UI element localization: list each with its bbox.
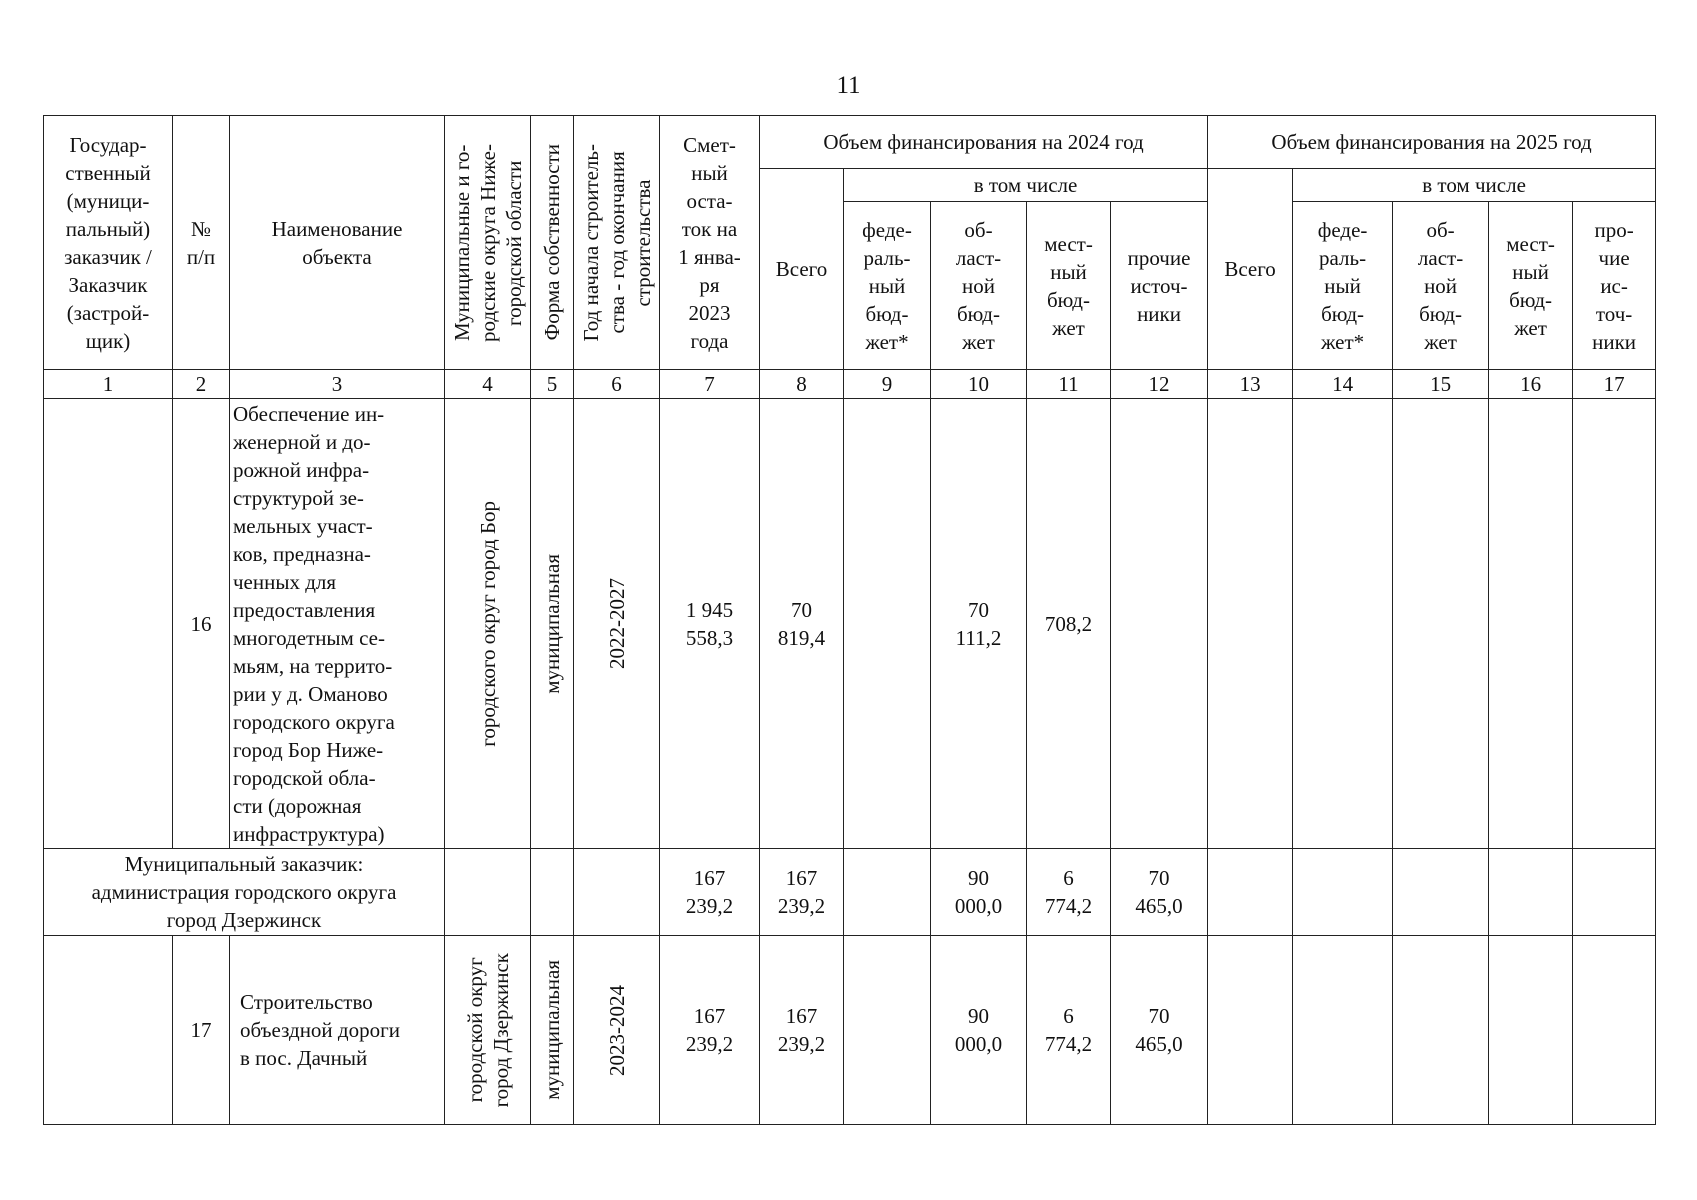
header-years: Год начала строитель- ства - год окончания строительства xyxy=(578,143,655,342)
header-object-name: Наименование объекта xyxy=(230,116,445,370)
local-2024: 708,2 xyxy=(1027,399,1111,849)
customer-label: Муниципальный заказчик: администрация городского округа город Дзержинск xyxy=(44,849,445,936)
header-including-2025: в том числе xyxy=(1293,169,1656,202)
customer-cell xyxy=(44,399,173,849)
total-2024: 70 819,4 xyxy=(760,399,844,849)
regional-2024: 90 000,0 xyxy=(931,936,1027,1125)
header-municipality: Муниципальные и го- родские округа Ниже- городской области xyxy=(449,143,526,342)
federal-2025 xyxy=(1293,936,1393,1125)
column-number: 3 xyxy=(230,370,445,399)
header-federal-2024: феде- раль- ный бюд- жет* xyxy=(844,202,931,370)
municipality: городской округ город Дзержинск xyxy=(462,952,513,1108)
ownership-cell xyxy=(531,399,574,849)
construction-years: 2022-2027 xyxy=(604,578,629,669)
federal-2025 xyxy=(1293,399,1393,849)
local-2025 xyxy=(1489,936,1573,1125)
header-total-2024: Всего xyxy=(760,169,844,370)
other-2024 xyxy=(1111,399,1208,849)
estimate-balance: 167 239,2 xyxy=(660,936,760,1125)
federal-2024 xyxy=(844,936,931,1125)
years-cell xyxy=(574,399,660,849)
other-2024: 70 465,0 xyxy=(1111,849,1208,936)
municipality: городского округ город Бор xyxy=(475,500,500,747)
federal-2024 xyxy=(844,849,931,936)
header-local-2024: мест- ный бюд- жет xyxy=(1027,202,1111,370)
ownership: муниципальная xyxy=(540,553,564,694)
total-2024: 167 239,2 xyxy=(760,936,844,1125)
header-number: № п/п xyxy=(173,116,230,370)
header-regional-2024: об- ласт- ной бюд- жет xyxy=(931,202,1027,370)
table-row-item-16 xyxy=(44,399,1656,849)
ownership: муниципальная xyxy=(540,960,564,1100)
item-number: 17 xyxy=(173,936,230,1125)
column-number: 7 xyxy=(660,370,760,399)
column-number: 17 xyxy=(1573,370,1656,399)
financing-table xyxy=(43,115,1656,1125)
estimate-balance: 167 239,2 xyxy=(660,849,760,936)
total-2025 xyxy=(1208,849,1293,936)
local-2025 xyxy=(1489,399,1573,849)
local-2025 xyxy=(1489,849,1573,936)
table-row-customer-dzerzhinsk xyxy=(44,849,1656,936)
municipality-cell xyxy=(445,399,531,849)
ownership-cell xyxy=(531,849,574,936)
total-2025 xyxy=(1208,936,1293,1125)
header-federal-2025: феде- раль- ный бюд- жет* xyxy=(1293,202,1393,370)
other-2025 xyxy=(1573,849,1656,936)
column-number: 5 xyxy=(531,370,574,399)
header-ownership-cell xyxy=(531,116,574,370)
column-number: 15 xyxy=(1393,370,1489,399)
header-regional-2025: об- ласт- ной бюд- жет xyxy=(1393,202,1489,370)
column-number: 10 xyxy=(931,370,1027,399)
header-estimate: Смет- ный оста- ток на 1 янва- ря 2023 года xyxy=(660,116,760,370)
federal-2024 xyxy=(844,399,931,849)
other-2025 xyxy=(1573,936,1656,1125)
column-number: 16 xyxy=(1489,370,1573,399)
table-row-item-17 xyxy=(44,936,1656,1125)
construction-years: 2023-2024 xyxy=(604,984,629,1076)
column-number-row xyxy=(44,370,1656,399)
column-number: 8 xyxy=(760,370,844,399)
header-total-2025: Всего xyxy=(1208,169,1293,370)
other-2025 xyxy=(1573,399,1656,849)
regional-2024: 70 111,2 xyxy=(931,399,1027,849)
header-financing-2024: Объем финансирования на 2024 год xyxy=(760,116,1208,169)
regional-2025 xyxy=(1393,849,1489,936)
header-other-2024: прочие источ- ники xyxy=(1111,202,1208,370)
column-number: 13 xyxy=(1208,370,1293,399)
header-including-2024: в том числе xyxy=(844,169,1208,202)
column-number: 14 xyxy=(1293,370,1393,399)
page-number: 11 xyxy=(836,72,861,99)
municipality-cell xyxy=(445,936,531,1125)
regional-2024: 90 000,0 xyxy=(931,849,1027,936)
item-number: 16 xyxy=(173,399,230,849)
regional-2025 xyxy=(1393,399,1489,849)
ownership-cell xyxy=(531,936,574,1125)
object-name xyxy=(230,399,445,849)
column-number: 6 xyxy=(574,370,660,399)
header-local-2025: мест- ный бюд- жет xyxy=(1489,202,1573,370)
header-years-cell xyxy=(574,116,660,370)
object-name-text: Обеспечение ин- женерной и до- рожной инфра- структурой зе- мельных участ- ков, предназна- ченных для предоставления многодетным се- мьям, на террито- рии у д. Оманово городского округа город Бор Ниже- городской обла- сти (дорожная инфраструктура) xyxy=(233,401,395,846)
federal-2025 xyxy=(1293,849,1393,936)
estimate-balance: 1 945 558,3 xyxy=(660,399,760,849)
total-2025 xyxy=(1208,399,1293,849)
local-2024: 6 774,2 xyxy=(1027,849,1111,936)
regional-2025 xyxy=(1393,936,1489,1125)
header-municipality-cell xyxy=(445,116,531,370)
column-number: 11 xyxy=(1027,370,1111,399)
header-customer: Государ- ственный (муници- пальный) заказчик / Заказчик (застрой- щик) xyxy=(44,116,173,370)
header-row-1 xyxy=(44,116,1656,169)
column-number: 2 xyxy=(173,370,230,399)
local-2024: 6 774,2 xyxy=(1027,936,1111,1125)
municipality-cell xyxy=(445,849,531,936)
other-2024: 70 465,0 xyxy=(1111,936,1208,1125)
header-other-2025: про- чие ис- точ- ники xyxy=(1573,202,1656,370)
customer-cell xyxy=(44,936,173,1125)
header-ownership: Форма собственности xyxy=(540,144,564,341)
header-financing-2025: Объем финансирования на 2025 год xyxy=(1208,116,1656,169)
column-number: 1 xyxy=(44,370,173,399)
total-2024: 167 239,2 xyxy=(760,849,844,936)
object-name: Строительство объездной дороги в пос. Дачный xyxy=(230,936,445,1125)
column-number: 4 xyxy=(445,370,531,399)
column-number: 12 xyxy=(1111,370,1208,399)
years-cell xyxy=(574,936,660,1125)
column-number: 9 xyxy=(844,370,931,399)
years-cell xyxy=(574,849,660,936)
